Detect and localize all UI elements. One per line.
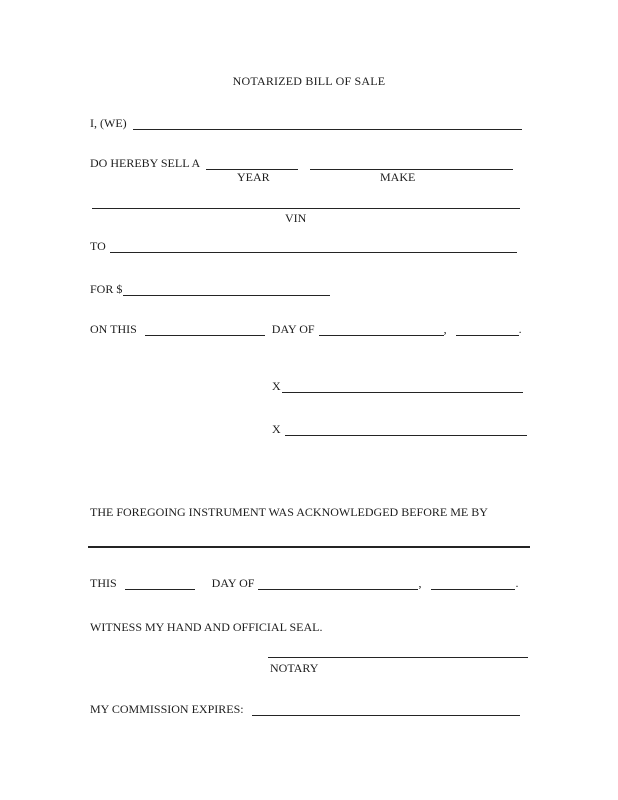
sale-month-blank: [319, 333, 444, 336]
price-prefix: FOR $: [90, 282, 123, 296]
signature-1-blank: [282, 390, 523, 393]
sale-date-comma: ,: [443, 322, 447, 336]
price-row: [90, 282, 330, 296]
vehicle-row: [90, 156, 513, 170]
notary-signature-blank: [268, 657, 528, 658]
signature-1-row: [272, 379, 523, 393]
buyer-row: [90, 239, 517, 253]
document-title: NOTARIZED BILL OF SALE: [232, 74, 386, 88]
signature-2-x: X: [272, 422, 281, 436]
signature-2-row: [272, 422, 527, 436]
notary-date-row: [90, 576, 518, 590]
sale-date-period: .: [518, 322, 522, 336]
witness-text: WITNESS MY HAND AND OFFICIAL SEAL.: [90, 620, 323, 634]
sale-date-row: [90, 322, 522, 336]
price-blank: [123, 293, 330, 296]
sale-year-blank: [456, 333, 519, 336]
make-label: MAKE: [380, 170, 416, 184]
acknowledgment-text: THE FOREGOING INSTRUMENT WAS ACKNOWLEDGED BEFORE ME BY: [90, 505, 488, 519]
buyer-name-blank: [110, 250, 517, 253]
commission-expiry-blank: [252, 713, 520, 716]
commission-row: [90, 702, 520, 716]
signature-2-blank: [285, 433, 527, 436]
notary-year-blank: [431, 587, 515, 590]
notary-day-blank: [125, 587, 195, 590]
year-label: YEAR: [237, 170, 270, 184]
day-of-label: DAY OF: [271, 322, 315, 336]
this-label: THIS: [90, 576, 117, 590]
seller-row: [90, 116, 522, 130]
notary-label: NOTARY: [270, 661, 319, 675]
notary-date-period: .: [515, 576, 519, 590]
notary-date-comma: ,: [418, 576, 422, 590]
on-this-label: ON THIS: [90, 322, 137, 336]
notary-month-blank: [258, 587, 418, 590]
vehicle-prefix: DO HEREBY SELL A: [90, 156, 201, 170]
seller-prefix: I, (WE): [90, 116, 127, 130]
commission-prefix: MY COMMISSION EXPIRES:: [90, 702, 244, 716]
acknowledged-names-blank: [88, 546, 530, 548]
buyer-prefix: TO: [90, 239, 106, 253]
vin-label: VIN: [285, 211, 307, 225]
day-of-label-2: DAY OF: [211, 576, 255, 590]
signature-1-x: X: [272, 379, 281, 393]
vin-blank: [92, 208, 520, 209]
sale-day-blank: [145, 333, 265, 336]
seller-name-blank: [133, 127, 522, 130]
